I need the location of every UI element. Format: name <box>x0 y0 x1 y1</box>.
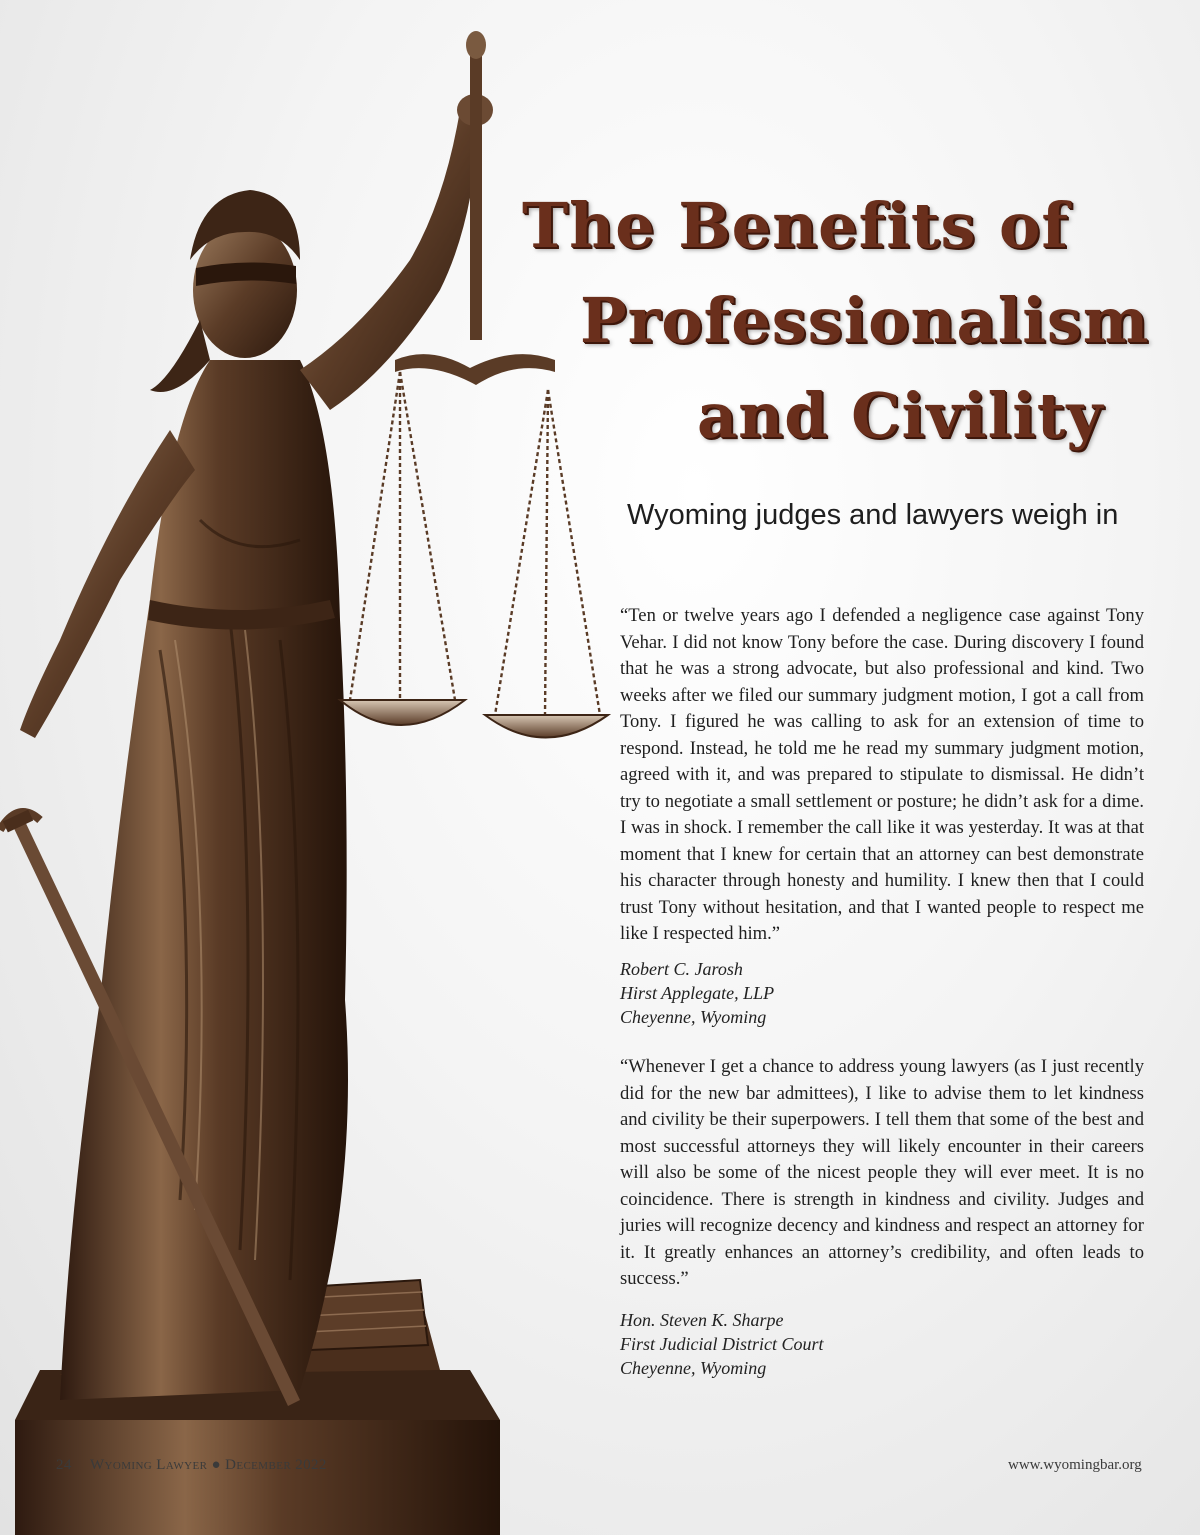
attribution-org: First Judicial District Court <box>620 1334 824 1354</box>
attribution-name: Hon. Steven K. Sharpe <box>620 1310 784 1330</box>
attribution-jarosh <box>620 957 774 1029</box>
publication-name: Wyoming Lawyer <box>89 1457 208 1473</box>
page-title-line-1: The Benefits of <box>522 189 1069 262</box>
attribution-location: Cheyenne, Wyoming <box>620 1007 767 1027</box>
website-link[interactable]: www.wyomingbar.org <box>1008 1457 1142 1473</box>
quote-sharpe: “Whenever I get a chance to address young lawyers (as I just recently did for the new bar admittees), I like to advise them to let kindness and civility be their superpowers. I tell them that some of the best and most successful attorneys they will likely encounter in their careers will also be some of the nicest people they will ever meet. It is no coincidence. There is strength in kindness and civility. Judges and juries will recognize decency and kindness and respect an attorney for it. It greatly enhances an attorney’s credibility, and often leads to success.” <box>620 1056 1144 1289</box>
page-number: 24 <box>56 1457 72 1473</box>
attribution-name: Robert C. Jarosh <box>620 959 743 979</box>
attribution-sharpe <box>620 1308 824 1380</box>
issue-date: December 2022 <box>225 1457 327 1473</box>
page-title-line-3: and Civility <box>697 379 1104 452</box>
quote-jarosh: “Ten or twelve years ago I defended a negligence case against Tony Vehar. I did not know Tony before the case. During discovery I found that he was a strong advocate, but also professional and kind. Two weeks after we filed our summary judgment motion, I got a call from Tony. I figured he was calling to ask for an extension of time to respond. Instead, he told me he read my summary judgment motion, agreed with it, and was prepared to stipulate to dismissal. He didn’t try to negotiate a small settlement or posture; he didn’t ask for a dime. I was in shock. I remember the call like it was yesterday. It was at that moment that I knew for certain that an attorney can best demonstrate his character through honesty and humility. I knew then that I could trust Tony without hesitation, and that I wanted people to respect me like I respected him.” <box>620 605 1144 944</box>
page-subtitle: Wyoming judges and lawyers weigh in <box>627 499 1119 531</box>
attribution-location: Cheyenne, Wyoming <box>620 1358 767 1378</box>
page-footer <box>56 1457 327 1474</box>
attribution-org: Hirst Applegate, LLP <box>620 983 775 1003</box>
bullet-separator-icon: ● <box>211 1457 221 1473</box>
page-title-line-2: Professionalism <box>580 284 1150 357</box>
